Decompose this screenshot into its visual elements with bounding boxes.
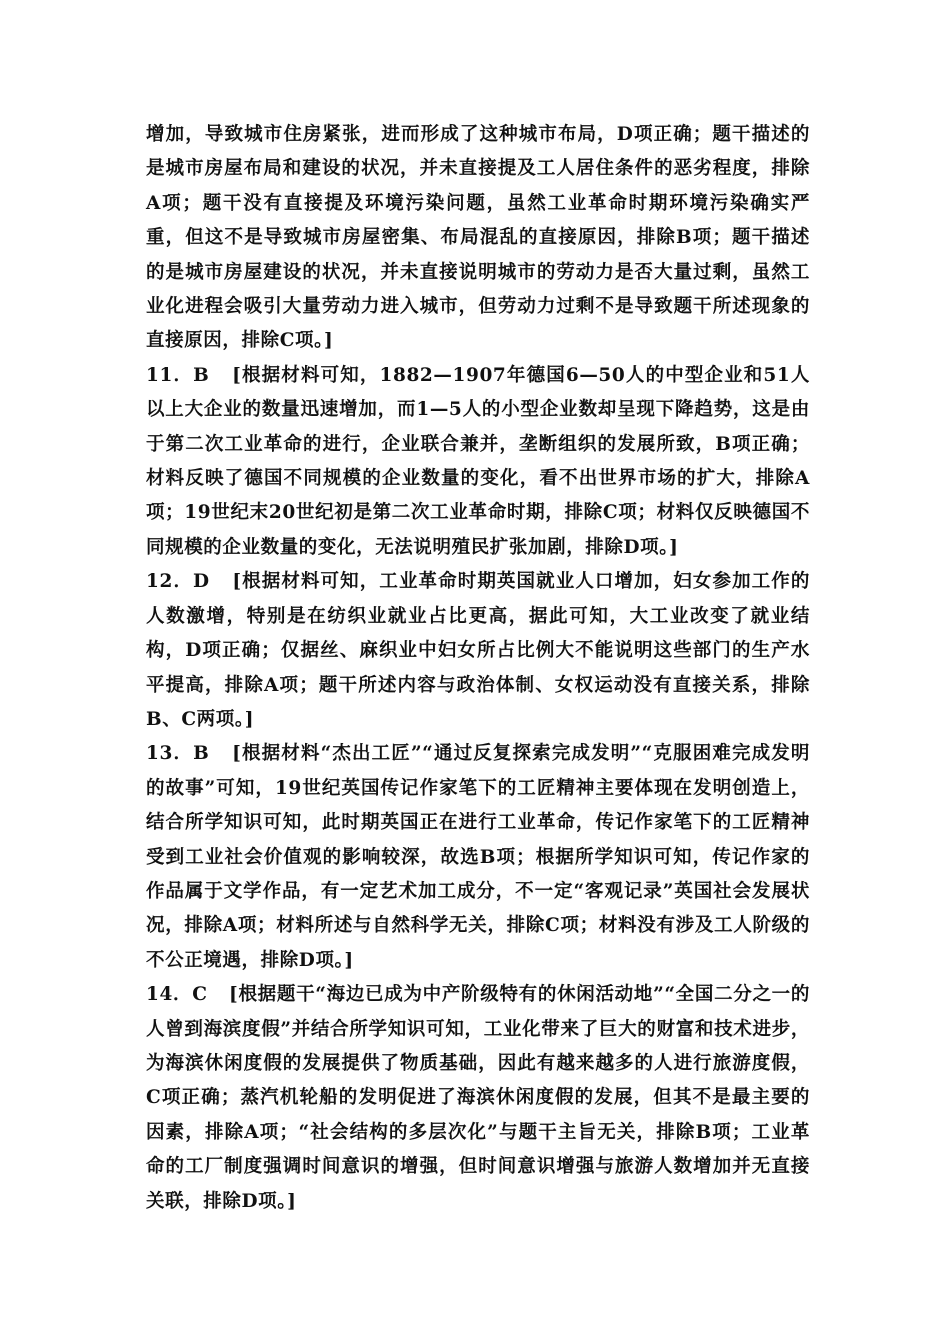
answer-number: 12．D: [146, 571, 210, 593]
answer-14: [146, 978, 810, 1219]
answer-number: 14．C: [146, 984, 208, 1006]
answer-12: [146, 565, 810, 737]
answer-number: 13．B: [146, 743, 210, 765]
answer-number: 11．B: [146, 364, 210, 386]
answer-11: [146, 359, 810, 565]
answer-explanation: [根据题干“海边已成为中产阶级特有的休闲活动地”“全国二分之一的人曾到海滨度假”并结合所学知识可知，工业化带来了巨大的财富和技术进步，为海滨休闲度假的发展提供了物质基础，因此有越来越多的人进行旅游度假，C项正确；蒸汽机轮船的发明促进了海滨休闲度假的发展，但其不是最主要的因素，排除A项；“社会结构的多层次化”与题干主旨无关，排除B项；工业革命的工厂制度强调时间意识的增强，但时间意识增强与旅游人数增加并无直接关联，排除D项。]: [146, 984, 810, 1212]
answer-explanation: [根据材料可知，工业革命时期英国就业人口增加，妇女参加工作的人数激增，特别是在纺织业就业占比更高，据此可知，大工业改变了就业结构，D项正确；仅据丝、麻织业中妇女所占比例大不能说明这些部门的生产水平提高，排除A项；题干所述内容与政治体制、女权运动没有直接关系，排除B、C两项。]: [146, 571, 810, 730]
continuation-paragraph: 增加，导致城市住房紧张，进而形成了这种城市布局，D项正确；题干描述的是城市房屋布局和建设的状况，并未直接提及工人居住条件的恶劣程度，排除A项；题干没有直接提及环境污染问题，虽然工业革命时期环境污染确实严重，但这不是导致城市房屋密集、布局混乱的直接原因，排除B项；题干描述的是城市房屋建设的状况，并未直接说明城市的劳动力是否大量过剩，虽然工业化进程会吸引大量劳动力进入城市，但劳动力过剩不是导致题干所述现象的直接原因，排除C项。]: [146, 124, 810, 352]
document-page: [146, 118, 810, 1219]
answer-explanation: [根据材料“杰出工匠”“通过反复探索完成发明”“克服困难完成发明的故事”可知，19世纪英国传记作家笔下的工匠精神主要体现在发明创造上，结合所学知识可知，此时期英国正在进行工业革命，传记作家笔下的工匠精神受到工业社会价值观的影响较深，故选B项；根据所学知识可知，传记作家的作品属于文学作品，有一定艺术加工成分，不一定“客观记录”英国社会发展状况，排除A项；材料所述与自然科学无关，排除C项；材料没有涉及工人阶级的不公正境遇，排除D项。]: [146, 743, 810, 971]
answer-explanation: [根据材料可知，1882—1907年德国6—50人的中型企业和51人以上大企业的数量迅速增加，而1—5人的小型企业数却呈现下降趋势，这是由于第二次工业革命的进行，企业联合兼并，垄断组织的发展所致，B项正确；材料反映了德国不同规模的企业数量的变化，看不出世界市场的扩大，排除A项；19世纪末20世纪初是第二次工业革命时期，排除C项；材料仅反映德国不同规模的企业数量的变化，无法说明殖民扩张加剧，排除D项。]: [146, 364, 811, 558]
answer-13: [146, 737, 810, 978]
